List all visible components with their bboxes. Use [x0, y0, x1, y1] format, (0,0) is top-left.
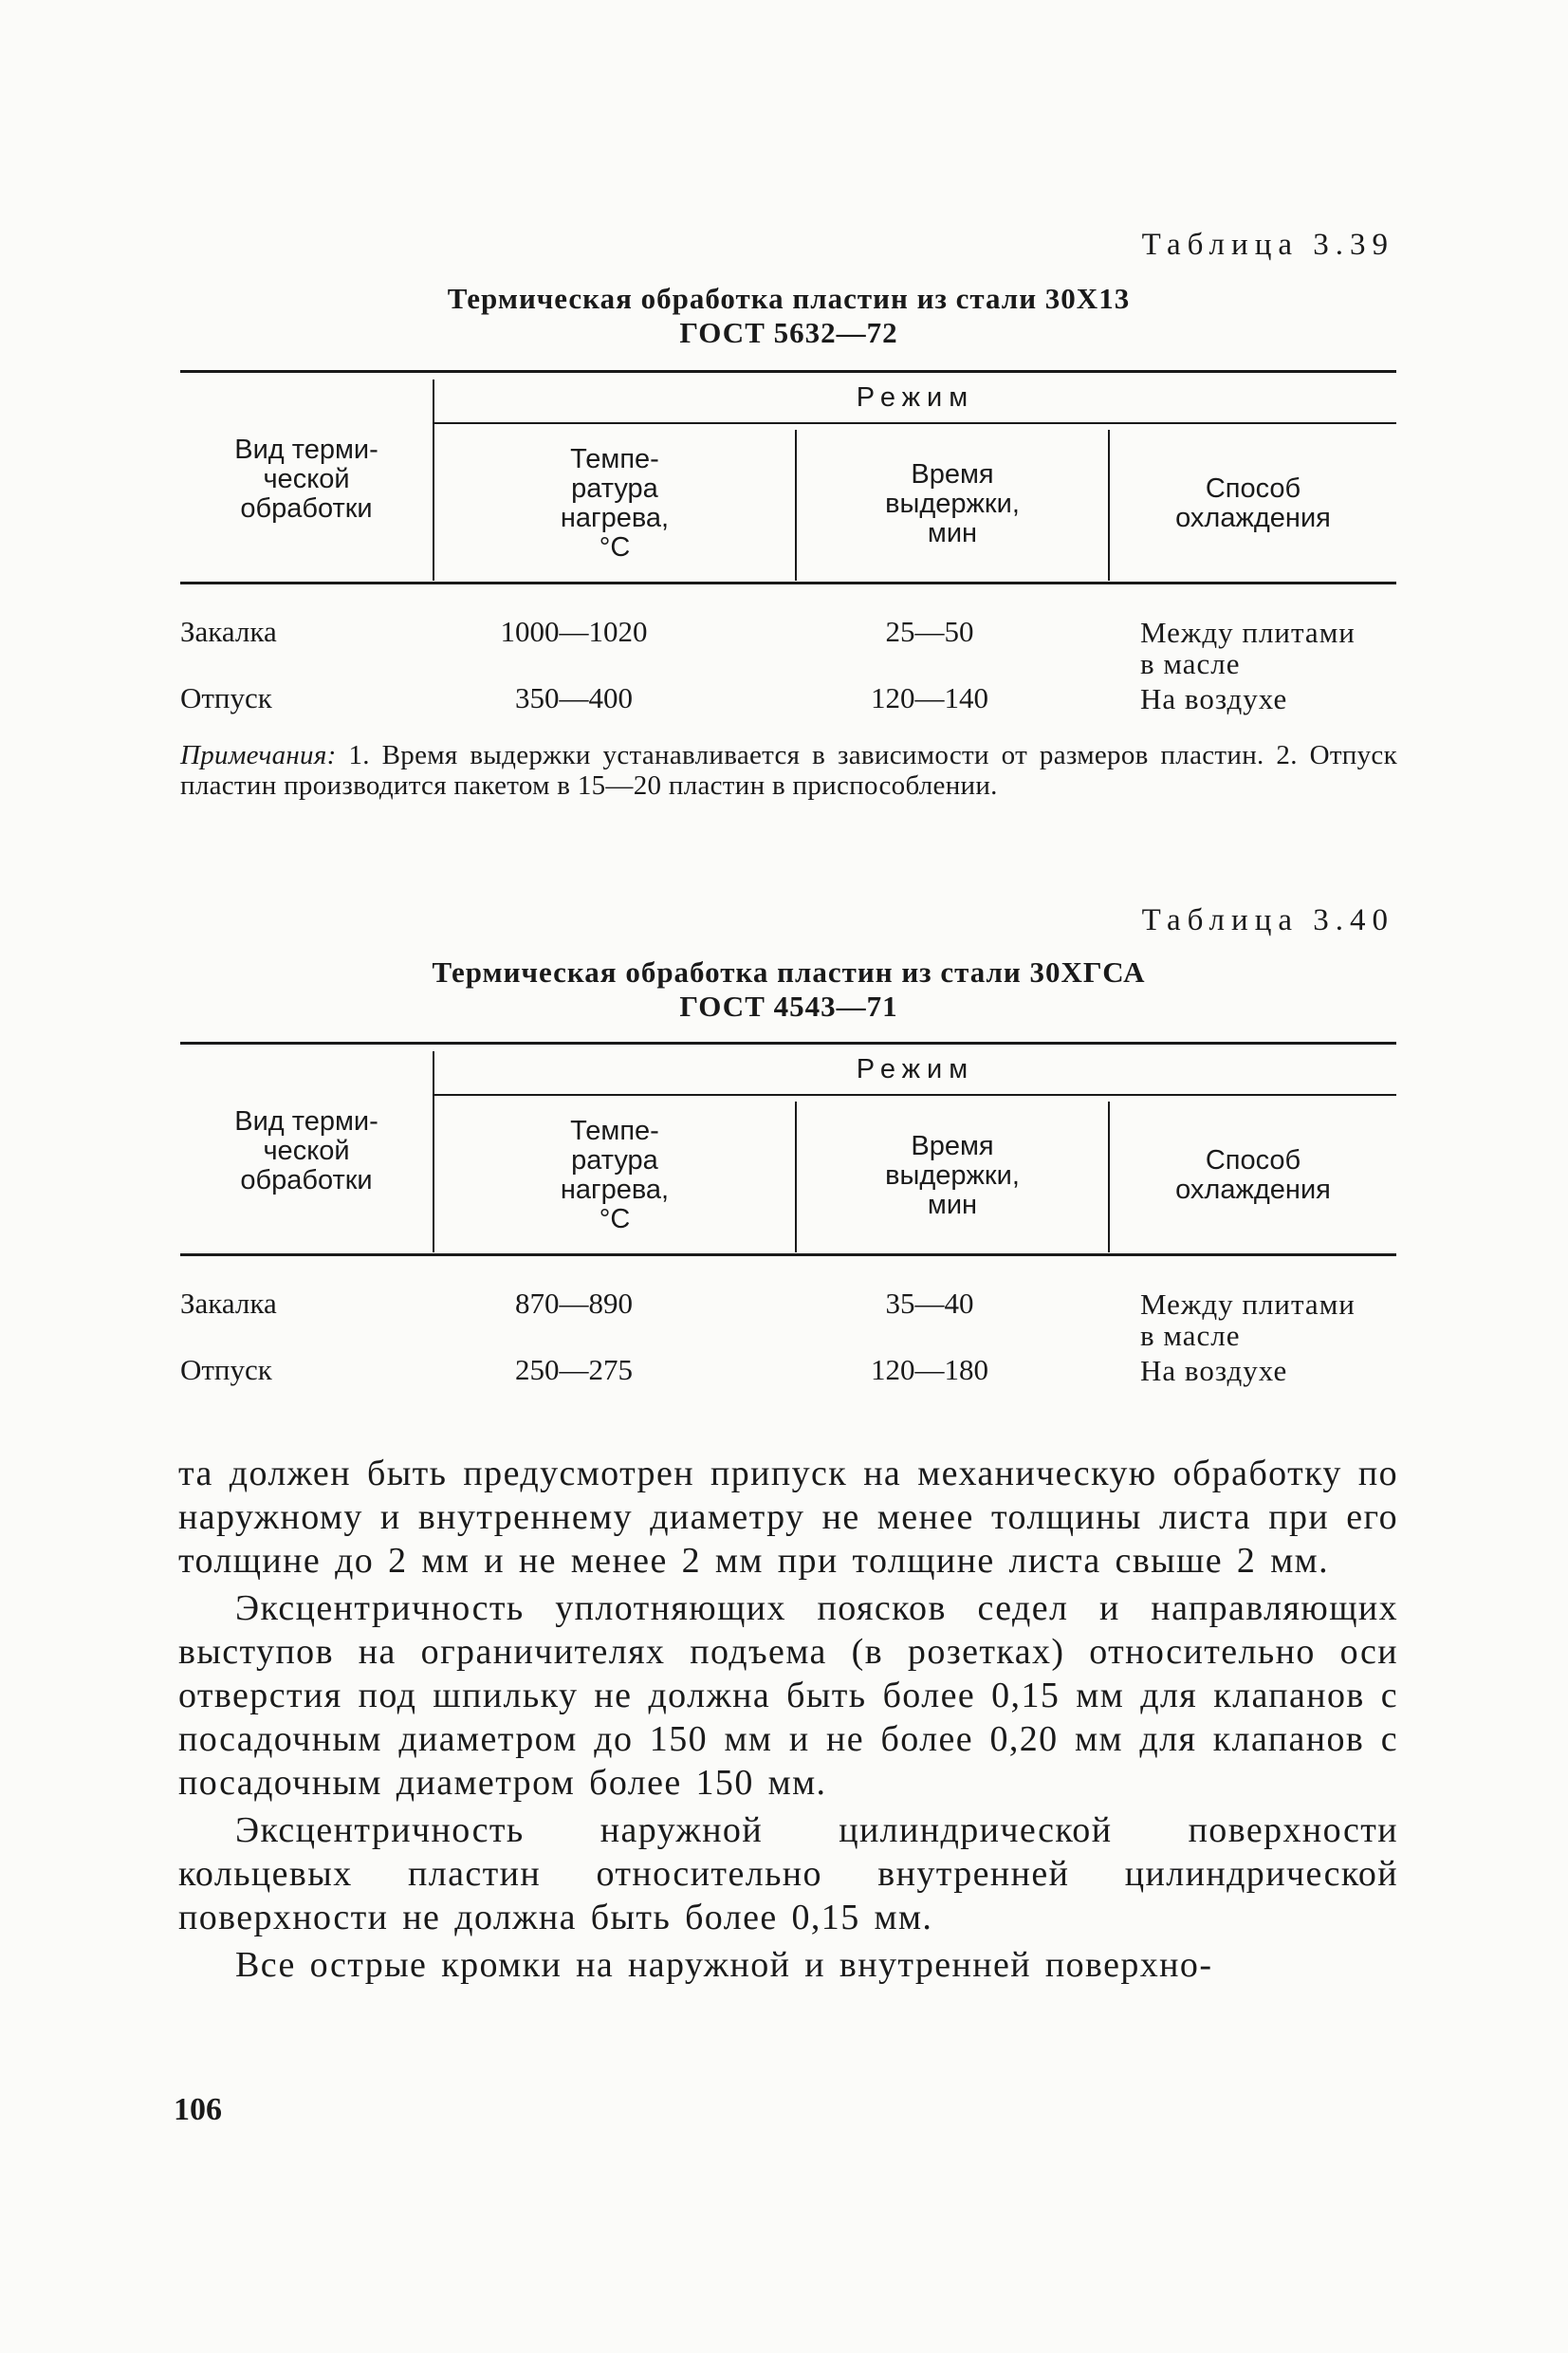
cell-cooling: На воздухе: [1140, 682, 1288, 715]
table-caption: Таблица 3.40: [1141, 903, 1394, 937]
cell-cooling: Между плитами в масле: [1140, 1288, 1356, 1352]
body-text: [178, 1452, 1398, 1987]
cell-hold-time: 120—140: [871, 681, 988, 714]
header-temperature: Темпе- ратура нагрева, °С: [560, 444, 670, 563]
table-top-rule: [180, 1042, 1396, 1045]
cell-type: Отпуск: [180, 1353, 272, 1386]
header-temperature: Темпе- ратура нагрева, °С: [560, 1116, 670, 1234]
cell-temperature: 250—275: [515, 1353, 633, 1386]
cell-type: Закалка: [180, 615, 277, 648]
header-treatment-type: Вид терми- ческой обработки: [234, 1105, 378, 1195]
header-bottom-rule: [180, 1253, 1396, 1256]
header-hold-time: Время выдержки, мин: [885, 1130, 1020, 1220]
header-cooling: Способ охлаждения: [1175, 1145, 1331, 1205]
mode-rule: [434, 1094, 1396, 1096]
notes-text: 1. Время выдержки устанавливается в зависимости от размеров пластин. 2. Отпуск пластин производится пакетом в 15—20 пластин в приспособлении.: [180, 740, 1397, 801]
table-title-line: Термическая обработка пластин из стали 30Х13: [447, 282, 1131, 315]
cell-temperature: 870—890: [515, 1287, 633, 1320]
paragraph: та должен быть предусмотрен припуск на механическую обработку по наружному и внутреннему диаметру не менее толщины листа при его толщине до 2 мм и не менее 2 мм при толщине листа свыше 2 мм.: [178, 1454, 1398, 1581]
page-number: 106: [174, 2092, 222, 2127]
header-treatment-type: Вид терми- ческой обработки: [234, 434, 378, 524]
cell-hold-time: 25—50: [885, 615, 974, 648]
paragraph: Эксцентричность уплотняющих поясков седел и направляющих выступов на ограничителях подъема (в розетках) относительно оси отверстия под шпильку не должна быть более 0,15 мм для клапанов с посадочным диаметром до 150 мм и не более 0,20 мм для клапанов с посадочным диаметром более 150 мм.: [178, 1588, 1398, 1803]
header-mode: Режим: [856, 381, 975, 413]
table-title: [180, 282, 1397, 350]
cell-type: Закалка: [180, 1287, 277, 1320]
notes-label: Примечания:: [180, 740, 337, 770]
header-cooling: Способ охлаждения: [1175, 473, 1331, 533]
header-bottom-rule: [180, 582, 1396, 584]
cell-cooling: Между плитами в масле: [1140, 616, 1356, 680]
table-top-rule: [180, 370, 1396, 373]
cell-temperature: 350—400: [515, 681, 633, 714]
cell-hold-time: 120—180: [871, 1353, 988, 1386]
paragraph: Все острые кромки на наружной и внутренней поверхно-: [235, 1945, 1213, 1985]
cell-cooling: На воздухе: [1140, 1354, 1288, 1387]
heat-treatment-table: [180, 1042, 1396, 1387]
heat-treatment-table: [180, 370, 1396, 715]
paragraph: Эксцентричность наружной цилиндрической поверхности кольцевых пластин относительно внутренней цилиндрической поверхности не должна быть более 0,15 мм.: [178, 1810, 1398, 1937]
mode-rule: [434, 422, 1396, 424]
table-title-line: Термическая обработка пластин из стали 30ХГСА: [432, 955, 1146, 989]
table-caption: Таблица 3.39: [1141, 228, 1394, 262]
table-standard: ГОСТ 4543—71: [679, 990, 898, 1023]
header-mode: Режим: [856, 1053, 975, 1084]
table-notes: [180, 740, 1397, 801]
header-hold-time: Время выдержки, мин: [885, 458, 1020, 548]
cell-temperature: 1000—1020: [500, 615, 648, 648]
table-standard: ГОСТ 5632—72: [679, 316, 898, 349]
table-title: [180, 955, 1397, 1024]
cell-type: Отпуск: [180, 681, 272, 714]
cell-hold-time: 35—40: [885, 1287, 974, 1320]
